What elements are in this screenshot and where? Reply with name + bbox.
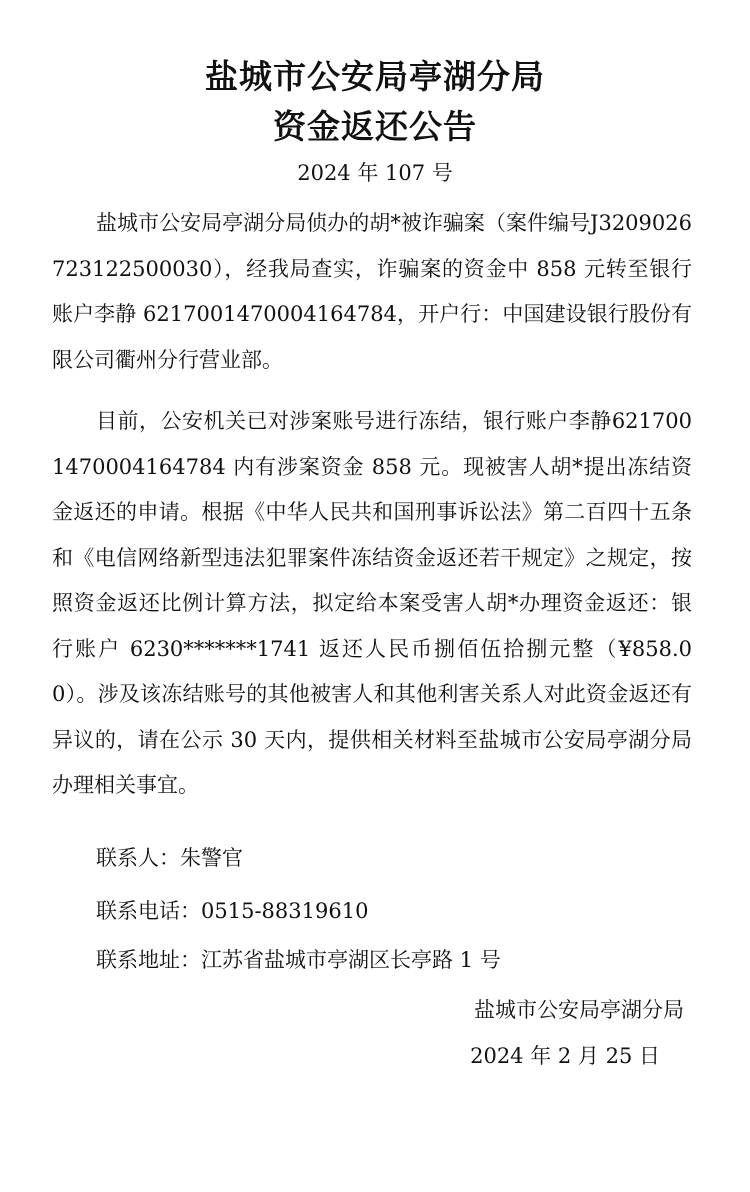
contact-address: 联系地址：江苏省盐城市亭湖区长亭路 1 号	[96, 948, 501, 972]
case-description-paragraph: 盐城市公安局亭湖分局侦办的胡*被诈骗案（案件编号J320902672312250003​0），经我局查实，诈骗案的资金中 858 元转至银行账户李静 6217001470004164784，开户行：中国建设银行股份有限公司衢州分行营业部。	[52, 211, 692, 372]
document-number: 2024 年 107 号	[297, 161, 453, 185]
contact-person: 联系人：朱警官	[96, 846, 243, 870]
notice-title-subject: 资金返还公告	[273, 107, 477, 146]
signature-organization: 盐城市公安局亭湖分局	[474, 998, 684, 1022]
notice-title-issuer: 盐城市公安局亭湖分局	[205, 57, 545, 96]
refund-notice-paragraph: 目前，公安机关已对涉案账号进行冻结，银行账户李静6217001470004164784 内有涉案资金 858 元。现被害人胡*提出冻结资金返还的申请。根据《中华人民共和国刑事诉讼法》第二百四十五条和《电信网络新型违法犯罪案件冻结资金返还若干规定》之规定，按照资金返还比例计算方法，拟定给本案受害人胡*办理资金返还：银行账户 6230*******1741 返还人民币捌佰伍拾捌元整（¥858.00）。涉及该冻结账号的其他被害人和其他利害关系人对此资金返还有异议的，请在公示 30 天内，提供相关材料至盐城市公安局亭湖分局办理相关事宜。	[52, 409, 692, 797]
contact-phone: 联系电话：0515-88319610	[96, 899, 369, 923]
signature-date: 2024 年 2 月 25 日	[470, 1044, 660, 1068]
